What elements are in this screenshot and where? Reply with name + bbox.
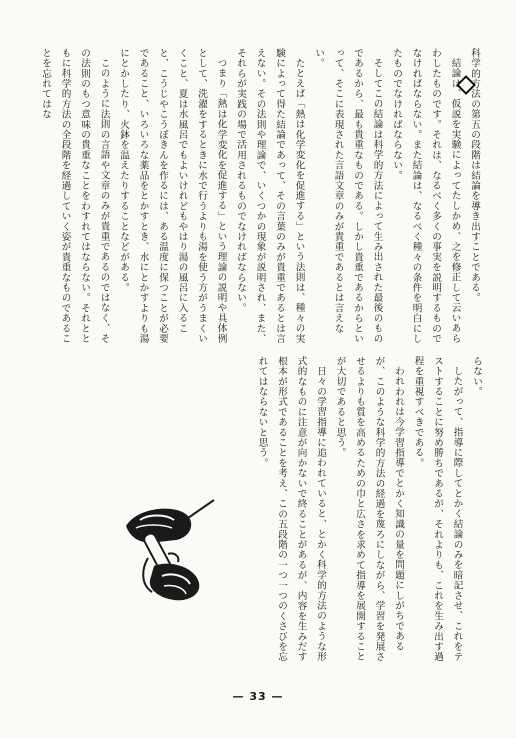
hands-with-test-tube-illustration — [118, 496, 218, 606]
paragraph: たとえば「熱は化学変化を促進する」という法則は、種々の実験によって得た結論であって、その言葉のみが貴重であるとは言えない。その法則や理論で、いくつかの現象が説明され、また、それらが実践の場で活用されるものでなければならない。 — [235, 48, 305, 344]
paragraph: らない。 — [471, 356, 482, 397]
paragraph: つまり「熱は化学変化を促進する」という理論の説明や具体例として、洗濯をするときに水で行うよりも湯を使う方がうまくいくこと、夏は水風呂でもよいけれどもやはり湯の風呂に入ること、こうじやこうぼきんを作るには、ある温度に保つことが必要であること、いろいろな薬品をとかすとき、水にとかすよりも湯にとかしたり、火鉢を温えたりすることなどがある。 — [118, 48, 227, 344]
lower-text-block — [250, 356, 486, 668]
paragraph: そしてこの結論は科学的方法によって生み出された最後のものであるから、最も貴重なものである。しかし貴重であるからといって、そこに表現された言語文章のみが貴重であるとは言えない。 — [313, 48, 383, 344]
page-number: — 33 — — [232, 690, 284, 703]
paragraph: したがって、指導に際してとかく結論のみを暗記させ、これをテストすることに努め勝ちであるが、それよりも、これを生み出す過程を重視すべきである。 — [412, 356, 463, 662]
section-heading: 科学的方法の第五の段階は結論を導き出すことである。 — [469, 48, 480, 303]
paragraph: 日々の学習指導に追われていると、とかく科学的方法のような形式的なものに注意が向かないで終ることがあるが、内容を生みだす根本が形式であることを考え、この五段階の一つ一つのくさびを忘れてはならないと思う。 — [256, 356, 326, 662]
paragraph: われわれは今学習指導でとかく知識の量を問題にしがちであるが、このような科学的方法の経過を蔑ろにしながら、学習を発展させるよりも質を高めるための巾と広さを求めて指導を展開することが大切であると思う。 — [334, 356, 404, 662]
paragraph: 結論は、仮説を実験によってたしかめ、之を修正して云いあらわしたものです。それは、なるべく多くの事実を説明するものでなければならない。また結論は、なるべく種々の条件を明白にしたものでなければならない。 — [391, 48, 461, 344]
paragraph: このように法則の言語や文章のみが貴重であるのではなく、その法則のもつ意味の貴重なことをわすれてはならない。それとともに科学的方法の全段階を経過していく姿が貴重なものであることを忘れてはな — [40, 48, 110, 344]
upper-text-block — [40, 48, 484, 344]
